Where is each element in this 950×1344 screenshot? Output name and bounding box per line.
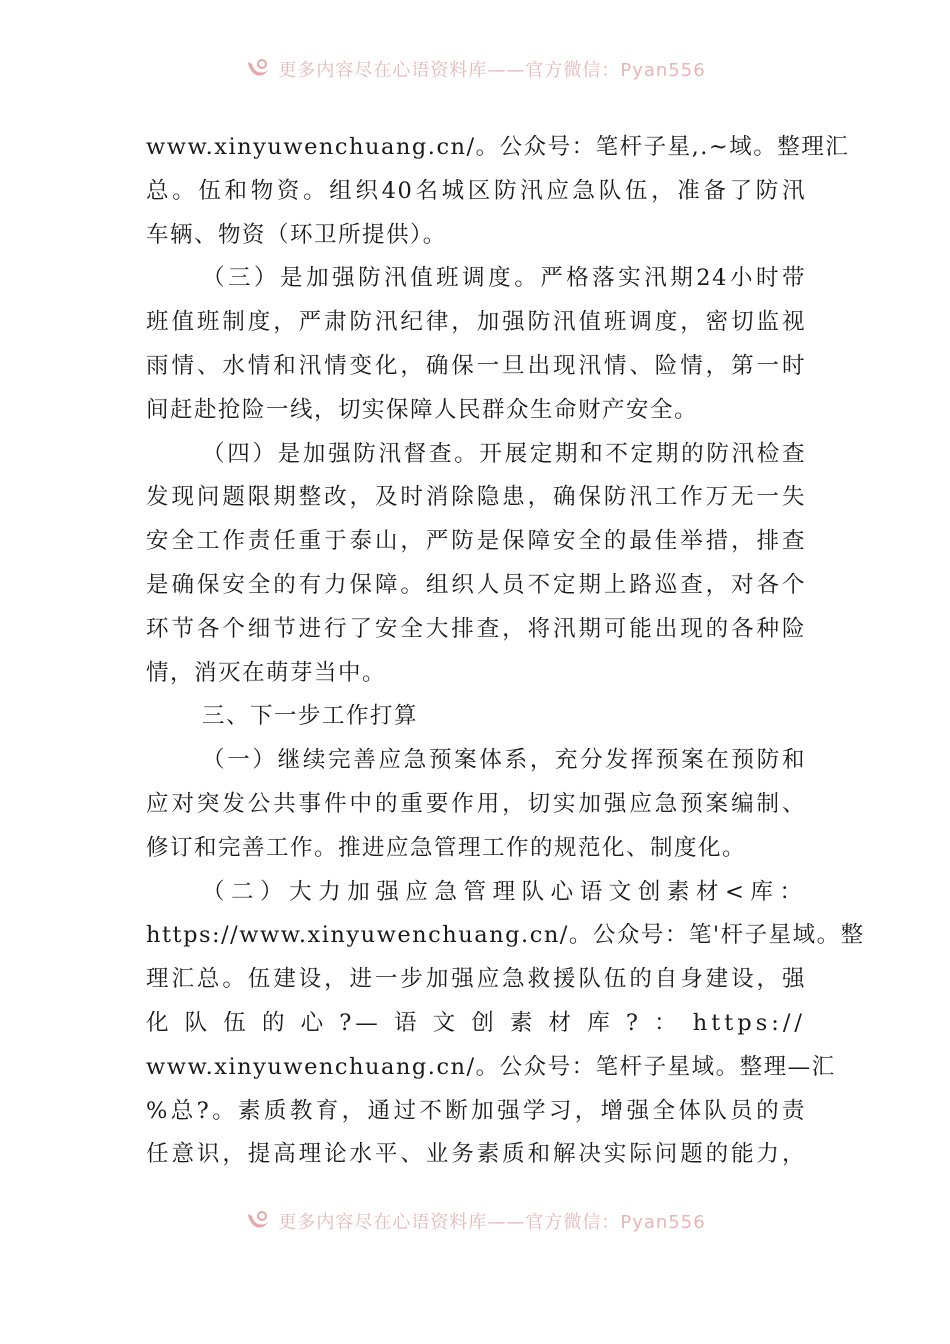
text-line: %总?。素质教育，通过不断加强学习，增强全体队员的责 [146, 1097, 806, 1124]
banner-text: 更多内容尽在心语资料库——官方微信：Pyan556 [278, 1212, 706, 1233]
document-body [146, 126, 865, 1177]
text-line: 车辆、物资（环卫所提供）。 [146, 221, 447, 248]
section-heading: 三、下一步工作打算 [202, 703, 419, 730]
logo-icon [244, 1208, 272, 1234]
text-line: 发现问题限期整改，及时消除隐患，确保防汛工作万无一失 [146, 484, 806, 511]
logo-icon [244, 56, 272, 82]
text-line: www.xinyuwenchuang.cn/。公众号：笔杆子星域。整理—汇 [146, 1053, 836, 1080]
text-line: （二）大力加强应急管理队心语文创素材<库： [202, 878, 806, 905]
text-line: 情，消灭在萌芽当中。 [146, 659, 387, 686]
watermark-banner-top [0, 52, 950, 86]
text-line: 是确保安全的有力保障。组织人员不定期上路巡查，对各个 [146, 571, 806, 598]
text-line: 理汇总。伍建设，进一步加强应急救援队伍的自身建设，强 [146, 966, 806, 993]
text-line: （三）是加强防汛值班调度。严格落实汛期24小时带 [202, 265, 806, 292]
text-line: 修订和完善工作。推进应急管理工作的规范化、制度化。 [146, 834, 747, 861]
text-line: 安全工作责任重于泰山，严防是保障安全的最佳举措，排查 [146, 528, 806, 555]
text-line: 化队伍的心?—语文创素材库?：https:// [146, 1009, 806, 1036]
text-line: https://www.xinyuwenchuang.cn/。公众号：笔'杆子星域。整 [146, 922, 865, 949]
watermark-banner-bottom [0, 1204, 950, 1238]
text-line: （四）是加强防汛督查。开展定期和不定期的防汛检查 [202, 440, 806, 467]
text-line: 任意识，提高理论水平、业务素质和解决实际问题的能力， [146, 1141, 806, 1168]
text-line: 班值班制度，严肃防汛纪律，加强防汛值班调度，密切监视 [146, 309, 806, 336]
text-line: （一）继续完善应急预案体系，充分发挥预案在预防和 [202, 747, 806, 774]
text-line: 应对突发公共事件中的重要作用，切实加强应急预案编制、 [146, 790, 806, 817]
text-line: 雨情、水情和汛情变化，确保一旦出现汛情、险情，第一时 [146, 352, 806, 379]
text-line: www.xinyuwenchuang.cn/。公众号：笔杆子星,.~域。整理汇 [146, 134, 850, 160]
text-line: 总。伍和物资。组织40名城区防汛应急队伍，准备了防汛 [146, 177, 806, 204]
banner-text: 更多内容尽在心语资料库——官方微信：Pyan556 [278, 60, 706, 81]
text-line: 间赶赴抢险一线，切实保障人民群众生命财产安全。 [146, 396, 699, 423]
text-line: 环节各个细节进行了安全大排查，将汛期可能出现的各种险 [146, 615, 806, 642]
